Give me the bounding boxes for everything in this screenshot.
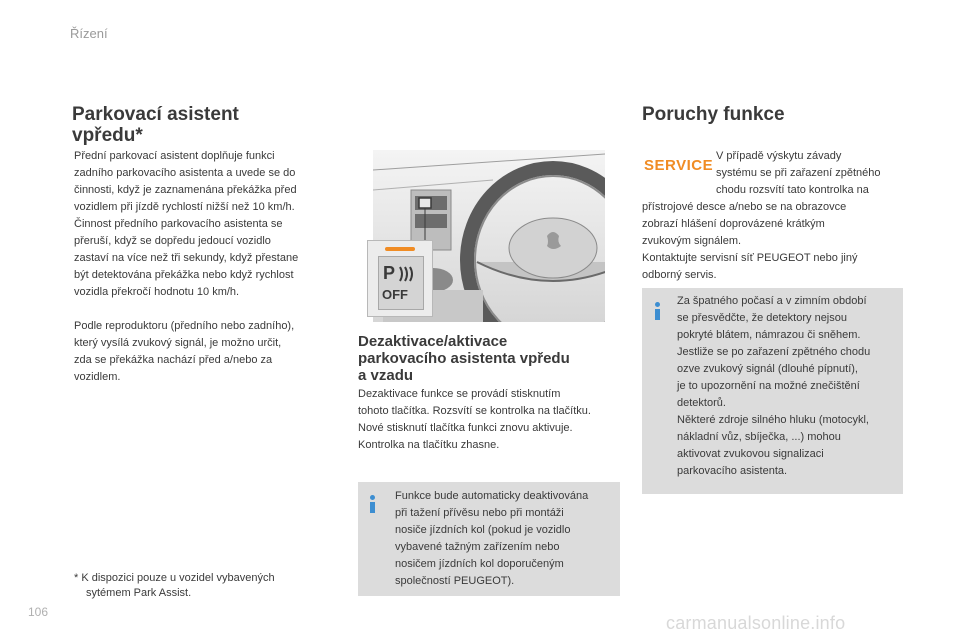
text-line: pokryté blátem, námrazou či sněhem. [677,329,861,341]
service-warning-icon: SERVICE [644,157,714,174]
right-info-box [642,288,903,494]
section-header: Řízení [70,26,108,41]
text-line: Kontrolka na tlačítku zhasne. [358,439,500,451]
text-line: přístrojové desce a/nebo se na obrazovce [642,201,847,213]
watermark: carmanualsonline.info [666,613,846,633]
text-line: systému se při zařazení zpětného [716,167,881,179]
button-indicator-lamp [385,247,415,251]
right-paragraph [642,199,922,284]
text-line: odborný servis. [642,269,717,281]
footnote [74,571,354,601]
text-line: nosiče jízdních kol (pokud je vozidlo [395,524,571,536]
text-line: Za špatného počasí a v zimním období [677,295,867,307]
left-title-line: Parkovací asistent [72,104,239,125]
text-line: zadního parkovacího asistenta a uvede se do [74,167,296,179]
button-label-p: P [383,263,396,283]
middle-info-box [358,482,620,596]
left-paragraph-1 [74,148,354,301]
sound-waves-icon [397,265,417,283]
middle-title-line: Dezaktivace/aktivace [358,333,508,350]
middle-title-line: parkovacího asistenta vpředu [358,350,570,367]
text-line: je to upozornění na možné znečištění [677,380,860,392]
text-line: společností PEUGEOT). [395,575,515,587]
text-line: se přesvědčte, že detektory nejsou [677,312,847,324]
text-line: vozidlem. [74,371,121,383]
park-assist-off-button [367,240,433,317]
middle-title [358,333,570,384]
text-line: Některé zdroje silného hluku (motocykl, [677,414,869,426]
text-line: V případě výskytu závady [716,150,842,162]
text-line: Kontaktujte servisní síť PEUGEOT nebo jiný [642,252,858,264]
text-line: vozidlem při jízdě rychlostí nižší než 10 km/h. [74,201,295,213]
text-line: detektorů. [677,397,726,409]
footnote-line: * K dispozici pouze u vozidel vybavených [74,572,275,584]
middle-paragraph [358,386,628,454]
text-line: aktivovat zvukovou signalizaci [677,448,824,460]
text-line: zobrazí hlášení doprovázené krátkým [642,218,825,230]
text-line: vozidla překročí hodnotu 10 km/h. [74,286,240,298]
info-icon [653,302,663,320]
text-line: Funkce bude automaticky deaktivována [395,490,589,502]
text-line: parkovacího asistenta. [677,465,788,477]
text-line: ozve zvukový signál (dlouhé pípnutí), [677,363,858,375]
info-icon [368,495,378,513]
footnote-line: sytémem Park Assist. [86,587,192,599]
text-line: Činnost předního parkovacího asistenta se [74,218,283,230]
right-title: Poruchy funkce [642,104,785,125]
right-info-text [677,293,901,480]
service-description [716,148,916,199]
text-line: tohoto tlačítka. Rozsvítí se kontrolka na tlačítku. [358,405,591,417]
text-line: Přední parkovací asistent doplňuje funkci [74,150,275,162]
page-number: 106 [28,605,49,619]
text-line: Dezaktivace funkce se provádí stisknutím [358,388,561,400]
left-paragraph-2 [74,318,354,386]
text-line: zda se překážka nachází před a/nebo za [74,354,273,366]
text-line: Nové stisknutí tlačítka funkci znovu aktivuje. [358,422,573,434]
left-title-line: vpředu* [72,125,143,146]
text-line: při tažení přívěsu nebo při montáži [395,507,564,519]
button-label-off: OFF [382,287,408,302]
text-line: Podle reproduktoru (předního nebo zadního), [74,320,295,332]
text-line: přeruší, když se dopředu jedoucí vozidlo [74,235,271,247]
middle-title-line: a vzadu [358,367,414,384]
button-face [378,256,424,310]
text-line: chodu rozsvítí tato kontrolka na [716,184,869,196]
text-line: být detektována překážka nebo když rychlost [74,269,294,281]
text-line: který vysílá zvukový signál, je možno určit, [74,337,282,349]
text-line: Jestliže se po zařazení zpětného chodu [677,346,871,358]
text-line: zvukovým signálem. [642,235,742,247]
text-line: nákladní vůz, sbíječka, ...) mohou [677,431,841,443]
text-line: činnosti, když je zaznamenána překážka před [74,184,297,196]
text-line: zastaví na více než tři sekundy, když přestane [74,252,299,264]
text-line: nosičem jízdních kol doporučeným [395,558,564,570]
middle-info-text [395,488,617,590]
text-line: vybavené tažným zařízením nebo [395,541,560,553]
left-title [72,104,239,146]
